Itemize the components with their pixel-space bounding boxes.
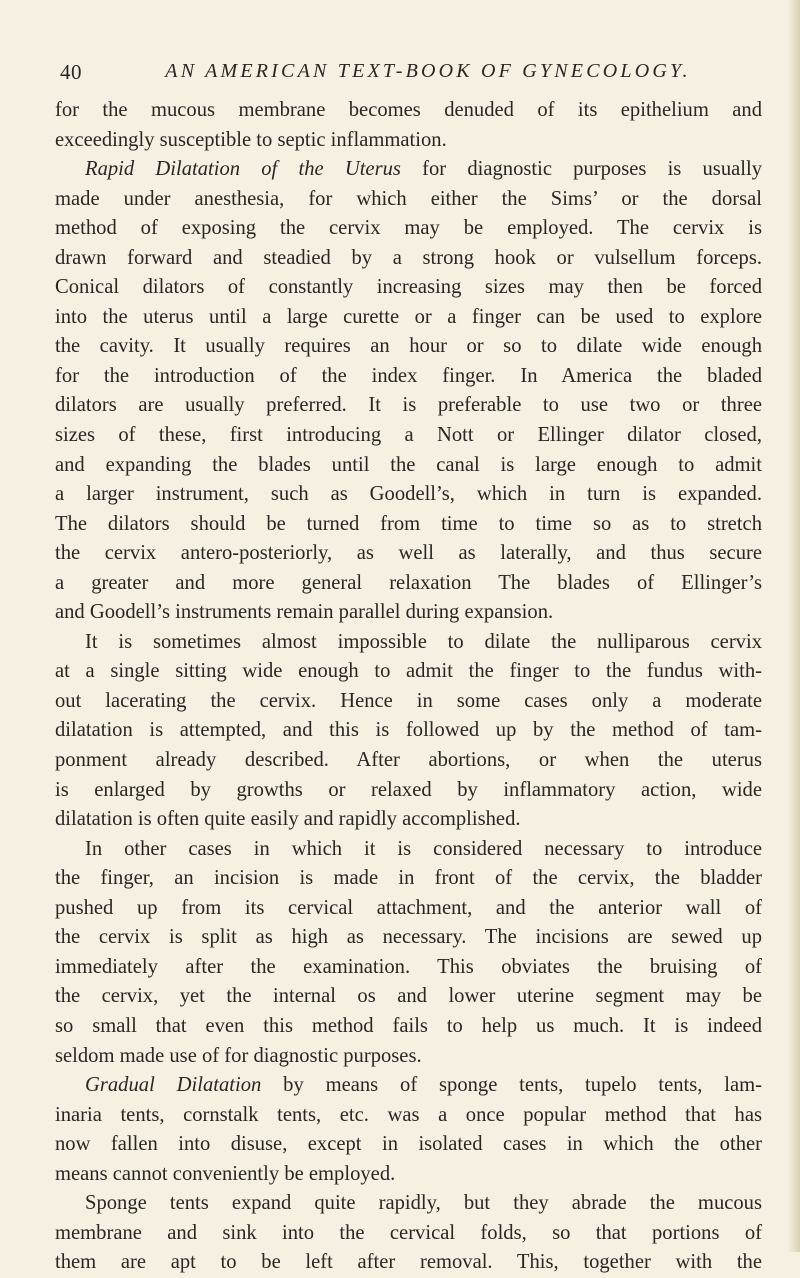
page-edge-shadow bbox=[788, 0, 800, 1252]
italic-heading: Rapid Dilatation of the Uterus bbox=[85, 158, 401, 181]
text-line: out lacerating the cervix. Hence in some cases only a moderate bbox=[55, 689, 762, 712]
text-line: and Goodell’s instruments remain parallel during expansion. bbox=[55, 601, 554, 624]
text-line: membrane and sink into the cervical folds, so that portions of bbox=[55, 1221, 762, 1244]
text-line: so small that even this method fails to help us much. It is indeed bbox=[55, 1014, 762, 1037]
body-text bbox=[55, 96, 762, 1278]
text-line: the finger, an incision is made in front of the cervix, the bladder bbox=[55, 867, 762, 890]
text-line: pushed up from its cervical attachment, and the anterior wall of bbox=[55, 896, 762, 919]
text-line: now fallen into disuse, except in isolated cases in which the other bbox=[55, 1133, 762, 1156]
text-line: the cervix, yet the internal os and lower uterine segment may be bbox=[55, 985, 762, 1008]
text-line: inaria tents, cornstalk tents, etc. was a once popular method that has bbox=[55, 1103, 762, 1126]
text-line: a larger instrument, such as Goodell’s, which in turn is expanded. bbox=[55, 483, 762, 506]
text-line: the cervix is split as high as necessary. The incisions are sewed up bbox=[55, 926, 762, 949]
text-line: immediately after the examination. This obviates the bruising of bbox=[55, 955, 762, 978]
text-line: It is sometimes almost impossible to dilate the nulliparous cervix bbox=[85, 630, 762, 653]
text-line: is enlarged by growths or relaxed by inflammatory action, wide bbox=[55, 778, 762, 801]
text-line: for the mucous membrane becomes denuded of its epithelium and bbox=[55, 99, 762, 121]
text-line: them are apt to be left after removal. This, together with the bbox=[55, 1251, 762, 1274]
text-line: Rapid Dilatation of the Uterus for diagnostic purposes is usually bbox=[85, 158, 762, 181]
text-line: ponment already described. After abortions, or when the uterus bbox=[55, 749, 762, 772]
text-line: at a single sitting wide enough to admit the finger to the fundus with- bbox=[55, 660, 762, 683]
text-line: dilatation is often quite easily and rapidly accomplished. bbox=[55, 808, 521, 831]
text-line: made under anesthesia, for which either the Sims’ or the dorsal bbox=[55, 187, 762, 210]
text-line: into the uterus until a large curette or a finger can be used to explore bbox=[55, 305, 762, 328]
text-line: exceedingly susceptible to septic inflammation. bbox=[55, 128, 447, 151]
italic-heading: Gradual Dilatation bbox=[85, 1074, 262, 1097]
text-line: a greater and more general relaxation The blades of Ellinger’s bbox=[55, 571, 762, 594]
text-line: dilatation is attempted, and this is followed up by the method of tam- bbox=[55, 719, 762, 742]
text-line: drawn forward and steadied by a strong hook or vulsellum forceps. bbox=[55, 246, 762, 269]
text-line: and expanding the blades until the canal is large enough to admit bbox=[55, 453, 762, 476]
text-line: Sponge tents expand quite rapidly, but they abrade the mucous bbox=[85, 1192, 762, 1215]
running-title: AN AMERICAN TEXT-BOOK OF GYNECOLOGY. bbox=[165, 60, 691, 82]
text-line: the cervix antero-posteriorly, as well as laterally, and thus secure bbox=[55, 542, 762, 565]
text-line: method of exposing the cervix may be employed. The cervix is bbox=[55, 217, 762, 240]
text-line: Gradual Dilatation by means of sponge tents, tupelo tents, lam- bbox=[85, 1074, 762, 1097]
text-line: dilators are usually preferred. It is preferable to use two or three bbox=[55, 394, 762, 417]
text-line: Conical dilators of constantly increasing sizes may then be forced bbox=[55, 276, 762, 299]
text-line: for the introduction of the index finger. In America the bladed bbox=[55, 364, 762, 387]
running-head bbox=[60, 60, 760, 90]
text-line: seldom made use of for diagnostic purposes. bbox=[55, 1044, 422, 1067]
text-line: sizes of these, first introducing a Nott or Ellinger dilator closed, bbox=[55, 424, 762, 447]
text-line: In other cases in which it is considered necessary to introduce bbox=[85, 837, 762, 860]
text-line: the cavity. It usually requires an hour or so to dilate wide enough bbox=[55, 335, 762, 358]
page-number: 40 bbox=[60, 60, 82, 84]
text-line: means cannot conveniently be employed. bbox=[55, 1162, 396, 1185]
text-line: The dilators should be turned from time to time so as to stretch bbox=[55, 512, 762, 535]
